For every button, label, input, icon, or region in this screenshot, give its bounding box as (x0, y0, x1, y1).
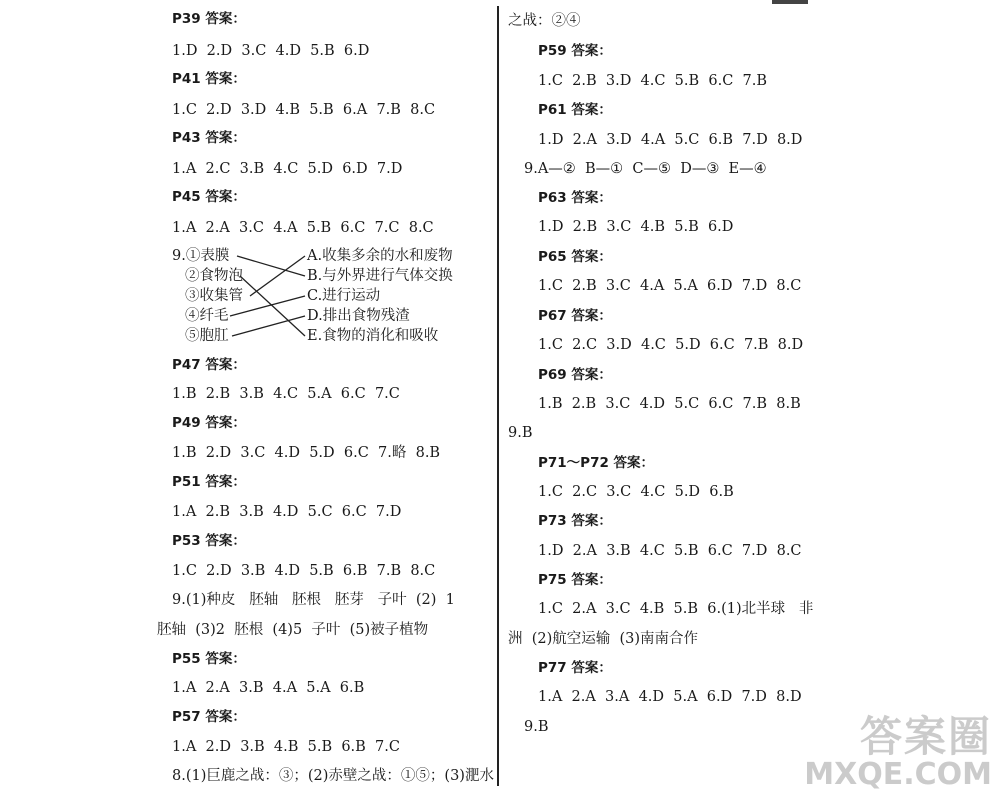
match-right-item: D.排出食物残渣 (307, 308, 410, 324)
p59-answers: 1.C 2.B 3.D 4.C 5.B 6.C 7.B (538, 73, 768, 89)
p73-header: P73 答案： (538, 513, 612, 529)
p53-q9-line2: 胚轴 (3)2 胚根 (4)5 子叶 (5)被子植物 (157, 622, 429, 638)
p45-header: P45 答案： (172, 189, 246, 205)
p67-answers: 1.C 2.C 3.D 4.C 5.D 6.C 7.B 8.D (538, 337, 804, 353)
p39-answers: 1.D 2.D 3.C 4.D 5.B 6.D (172, 43, 370, 59)
p67-header: P67 答案： (538, 308, 612, 324)
p65-answers: 1.C 2.B 3.C 4.A 5.A 6.D 7.D 8.C (538, 278, 802, 294)
p53-header: P53 答案： (172, 533, 246, 549)
p53-answers: 1.C 2.D 3.B 4.D 5.B 6.B 7.B 8.C (172, 563, 436, 579)
p69-header: P69 答案： (538, 367, 612, 383)
p41-answers: 1.C 2.D 3.D 4.B 5.B 6.A 7.B 8.C (172, 102, 436, 118)
p51-answers: 1.A 2.B 3.B 4.D 5.C 6.C 7.D (172, 504, 402, 520)
p43-answers: 1.A 2.C 3.B 4.C 5.D 6.D 7.D (172, 161, 403, 177)
p61-header: P61 答案： (538, 102, 612, 118)
p57-q8: 8.(1)巨鹿之战：③；(2)赤壁之战：①⑤；(3)淝水 (172, 768, 494, 784)
p49-header: P49 答案： (172, 415, 246, 431)
p47-header: P47 答案： (172, 357, 246, 373)
match-right-item: E.食物的消化和吸收 (307, 328, 439, 344)
p69-q9: 9.B (508, 425, 533, 441)
p75-header: P75 答案： (538, 572, 612, 588)
p75-line2: 洲 (2)航空运输 (3)南南合作 (508, 631, 699, 647)
p41-header: P41 答案： (172, 71, 246, 87)
match-left-item: ④纤毛 (185, 308, 229, 324)
p65-header: P65 答案： (538, 249, 612, 265)
p77-answers: 1.A 2.A 3.A 4.D 5.A 6.D 7.D 8.D (538, 689, 802, 705)
p55-header: P55 答案： (172, 651, 246, 667)
p77-q9: 9.B (524, 719, 549, 735)
match-line (230, 296, 305, 316)
matching-lines (0, 0, 498, 400)
p61-answers: 1.D 2.A 3.D 4.A 5.C 6.B 7.D 8.D (538, 132, 803, 148)
p59-header: P59 答案： (538, 43, 612, 59)
watermark-logo-text: 答案圈 (859, 712, 992, 761)
match-right-item: C.进行运动 (307, 288, 381, 304)
p69-answers: 1.B 2.B 3.C 4.D 5.C 6.C 7.B 8.B (538, 396, 801, 412)
p43-header: P43 答案： (172, 130, 246, 146)
p49-answers: 1.B 2.D 3.C 4.D 5.D 6.C 7.略 8.B (172, 445, 441, 461)
p51-header: P51 答案： (172, 474, 246, 490)
p45-answers: 1.A 2.A 3.C 4.A 5.B 6.C 7.C 8.C (172, 220, 434, 236)
site-watermark (804, 712, 992, 792)
match-line (237, 256, 305, 276)
p61-q9: 9.A—② B—① C—⑤ D—③ E—④ (524, 161, 767, 177)
p77-header: P77 答案： (538, 660, 612, 676)
match-left-item: 9.①表膜 (172, 248, 230, 264)
p63-header: P63 答案： (538, 190, 612, 206)
match-left-item: ⑤胞肛 (185, 328, 229, 344)
p63-answers: 1.D 2.B 3.C 4.B 5.B 6.D (538, 219, 734, 235)
watermark-url: MXQE.COM (804, 757, 992, 792)
match-line (240, 276, 305, 336)
p53-q9-line1: 9.(1)种皮 胚轴 胚根 胚芽 子叶 (2) 1 (172, 592, 455, 608)
p47-answers: 1.B 2.B 3.B 4.C 5.A 6.C 7.C (172, 386, 400, 402)
p55-answers: 1.A 2.A 3.B 4.A 5.A 6.B (172, 680, 365, 696)
p57-q8-continued: 之战：②④ (508, 13, 581, 29)
left-column (0, 0, 498, 795)
match-right-item: A.收集多余的水和废物 (307, 248, 453, 264)
match-left-item: ②食物泡 (185, 268, 243, 284)
match-right-item: B.与外界进行气体交换 (307, 268, 453, 284)
match-left-item: ③收集管 (185, 288, 243, 304)
p71-p72-header: P71～P72 答案： (538, 455, 655, 471)
p73-answers: 1.D 2.A 3.B 4.C 5.B 6.C 7.D 8.C (538, 543, 802, 559)
p71-p72-answers: 1.C 2.C 3.C 4.C 5.D 6.B (538, 484, 734, 500)
column-divider (497, 6, 499, 786)
p57-answers: 1.A 2.D 3.B 4.B 5.B 6.B 7.C (172, 739, 400, 755)
p39-header: P39 答案： (172, 11, 246, 27)
p57-header: P57 答案： (172, 709, 246, 725)
p75-answers: 1.C 2.A 3.C 4.B 5.B 6.(1)北半球 非 (538, 601, 814, 617)
right-column (500, 0, 1000, 795)
